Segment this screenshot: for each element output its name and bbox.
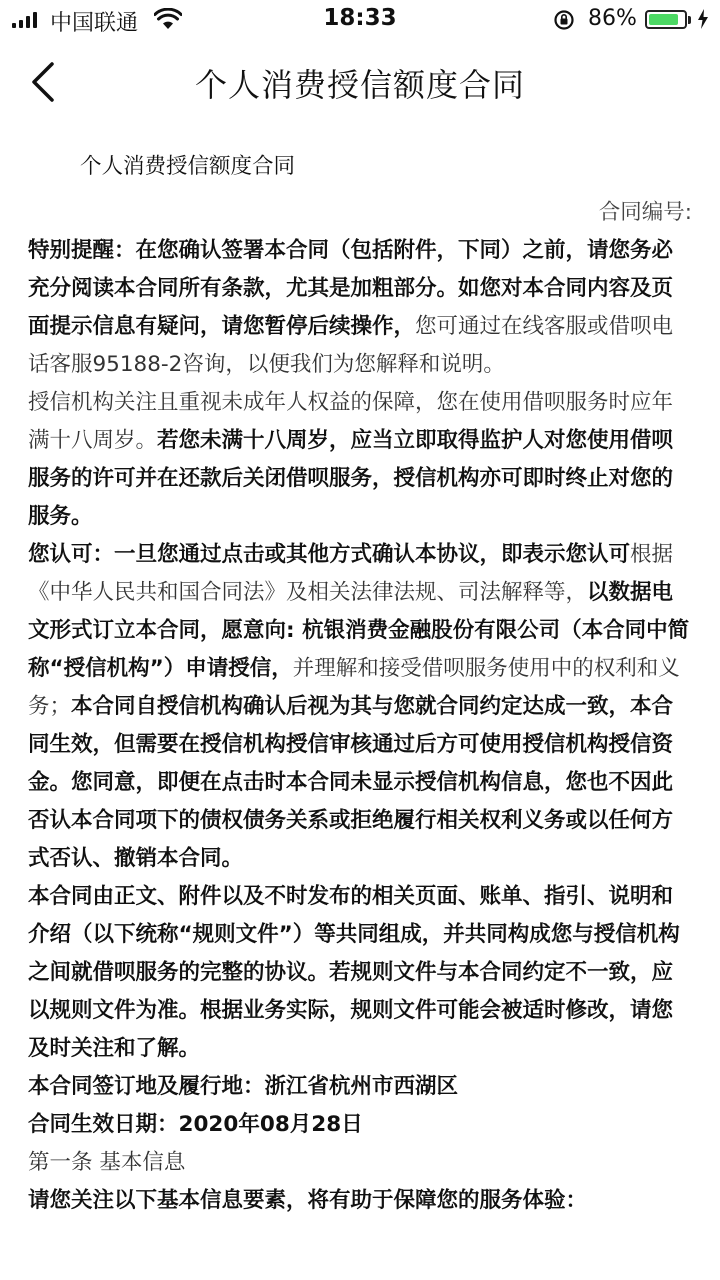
charging-bolt-icon: [697, 9, 709, 29]
paragraph-consent: [28, 536, 692, 878]
status-bar: [0, 0, 720, 40]
paragraph-signing-place: [28, 1068, 692, 1106]
effective-date-value: 2020年08月28日: [178, 1112, 363, 1137]
battery-tip: [688, 16, 691, 24]
consent-normal-2: 并理解和接受借呗服务使用中的权利和义务；: [28, 656, 680, 719]
contract-number-label: 合同编号:: [598, 200, 692, 225]
paragraph-effective-date: [28, 1106, 692, 1144]
basic-info-bold: 请您关注以下基本信息要素，将有助于保障您的服务体验：: [28, 1188, 588, 1213]
document-title: 个人消费授信额度合同: [80, 154, 296, 179]
paragraph-basic-info-notice: [28, 1182, 692, 1220]
rotation-lock-icon: [553, 9, 575, 31]
paragraph-minor-protection: [28, 384, 692, 536]
battery-icon: [645, 10, 687, 29]
minor-bold: 若您未满十八周岁，应当立即取得监护人对您使用借呗服务的许可并在还款后关闭借呗服务，授信机构亦可即时终止对您的服务。: [28, 428, 674, 529]
contract-document: [28, 148, 692, 1220]
consent-bold-1: 您认可：一旦您通过点击或其他方式确认本协议，即表示您认可: [28, 542, 631, 567]
clock: 18:33: [323, 5, 397, 31]
notice-normal: 您可通过在线客服或借呗电话客服95188-2咨询，以便我们为您解释和说明。: [28, 314, 674, 377]
signing-place-bold: 本合同签订地及履行地：浙江省杭州市西湖区: [28, 1074, 459, 1099]
paragraph-composition: [28, 878, 692, 1068]
nav-bar: [0, 44, 720, 124]
paragraph-special-notice: [28, 232, 692, 384]
notice-bold: 特别提醒：在您确认签署本合同（包括附件，下同）之前，请您务必充分阅读本合同所有条款，尤其是加粗部分。如您对本合同内容及页面提示信息有疑问，请您暂停后续操作，: [28, 238, 674, 339]
consent-bold-3: 本合同自授信机构确认后视为其与您就合同约定达成一致，本合同生效，但需要在授信机构授信审核通过后方可使用授信机构授信资金。您同意，即便在点击时本合同未显示授信机构信息，您也不因此否认本合同项下的债权债务关系或拒绝履行相关权利义务或以任何方式否认、撤销本合同。: [28, 694, 674, 871]
minor-normal: 授信机构关注且重视未成年人权益的保障，您在使用借呗服务时应年满十八周岁。: [28, 390, 674, 453]
battery-percent: 86%: [588, 6, 637, 31]
carrier-name: 中国联通: [50, 11, 139, 36]
consent-bold-2: 以数据电文形式订立本合同，愿意向: 杭银消费金融股份有限公司（本合同中简称“授信机构”）申请授信，: [28, 580, 690, 681]
composition-bold: 本合同由正文、附件以及不时发布的相关页面、账单、指引、说明和介绍（以下统称“规则文件”）等共同组成，并共同构成您与授信机构之间就借呗服务的完整的协议。若规则文件与本合同约定不一致，应以规则文件为准。根据业务实际，规则文件可能会被适时修改，请您及时关注和了解。: [28, 884, 680, 1061]
page-title: 个人消费授信额度合同: [194, 66, 525, 104]
effective-date-label: 合同生效日期：: [28, 1112, 179, 1137]
section-heading-basic-info: 第一条 基本信息: [28, 1150, 186, 1175]
consent-normal-1: 根据《中华人民共和国合同法》及相关法律法规、司法解释等，: [28, 542, 674, 605]
